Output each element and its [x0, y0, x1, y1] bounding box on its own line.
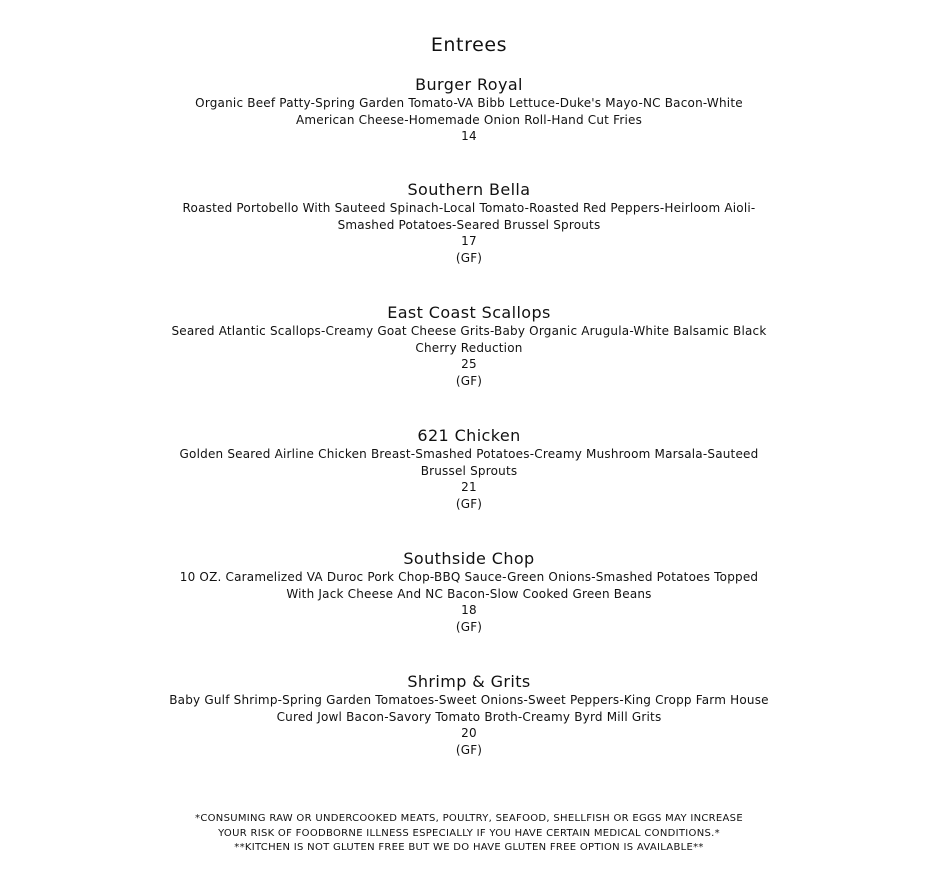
menu-item-burger-royal	[0, 75, 938, 145]
menu-item-southside-chop	[0, 549, 938, 636]
item-price: 25	[461, 357, 477, 371]
item-name: 621 Chicken	[417, 426, 521, 445]
gluten-free-tag: (GF)	[455, 251, 483, 265]
gluten-free-tag: (GF)	[455, 374, 483, 388]
item-price: 14	[461, 129, 477, 143]
item-price: 18	[461, 603, 477, 617]
item-description: 10 OZ. Caramelized VA Duroc Pork Chop-BBQ Sauce-Green Onions-Smashed Potatoes Topped With Jack Cheese And NC Bacon-Slow Cooked Green Beans	[179, 570, 759, 601]
gluten-free-tag: (GF)	[455, 497, 483, 511]
menu-item-shrimp-and-grits	[0, 672, 938, 759]
item-price: 20	[461, 726, 477, 740]
item-name: East Coast Scallops	[387, 303, 551, 322]
menu-item-southern-bella	[0, 180, 938, 267]
menu-item-east-coast-scallops	[0, 303, 938, 390]
section-title: Entrees	[430, 34, 508, 56]
item-description: Baby Gulf Shrimp-Spring Garden Tomatoes-Sweet Onions-Sweet Peppers-King Cropp Farm House Cured Jowl Bacon-Savory Tomato Broth-Creamy Byrd Mill Grits	[169, 693, 769, 724]
item-description: Seared Atlantic Scallops-Creamy Goat Cheese Grits-Baby Organic Arugula-White Balsamic Black Cherry Reduction	[171, 324, 767, 355]
item-description: Organic Beef Patty-Spring Garden Tomato-VA Bibb Lettuce-Duke's Mayo-NC Bacon-White American Cheese-Homemade Onion Roll-Hand Cut Fries	[195, 96, 743, 127]
item-name: Shrimp & Grits	[407, 672, 531, 691]
gluten-free-tag: (GF)	[455, 620, 483, 634]
gluten-free-tag: (GF)	[455, 743, 483, 757]
item-name: Burger Royal	[415, 75, 523, 94]
raw-food-warning: *CONSUMING RAW OR UNDERCOOKED MEATS, POULTRY, SEAFOOD, SHELLFISH OR EGGS MAY INCREASE YOUR RISK OF FOODBORNE ILLNESS ESPECIALLY IF YOU HAVE CERTAIN MEDICAL CONDITIONS.*	[195, 813, 743, 839]
allergy-disclaimer	[0, 812, 938, 856]
item-description: Golden Seared Airline Chicken Breast-Smashed Potatoes-Creamy Mushroom Marsala-Sauteed Brussel Sprouts	[179, 447, 759, 478]
menu-item-621-chicken	[0, 426, 938, 513]
gluten-free-notice: **KITCHEN IS NOT GLUTEN FREE BUT WE DO HAVE GLUTEN FREE OPTION IS AVAILABLE**	[234, 842, 704, 853]
item-price: 21	[461, 480, 477, 494]
item-name: Southern Bella	[407, 180, 531, 199]
item-name: Southside Chop	[403, 549, 535, 568]
item-price: 17	[461, 234, 477, 248]
item-description: Roasted Portobello With Sauteed Spinach-Local Tomato-Roasted Red Peppers-Heirloom Aioli-Smashed Potatoes-Seared Brussel Sprouts	[182, 201, 756, 232]
